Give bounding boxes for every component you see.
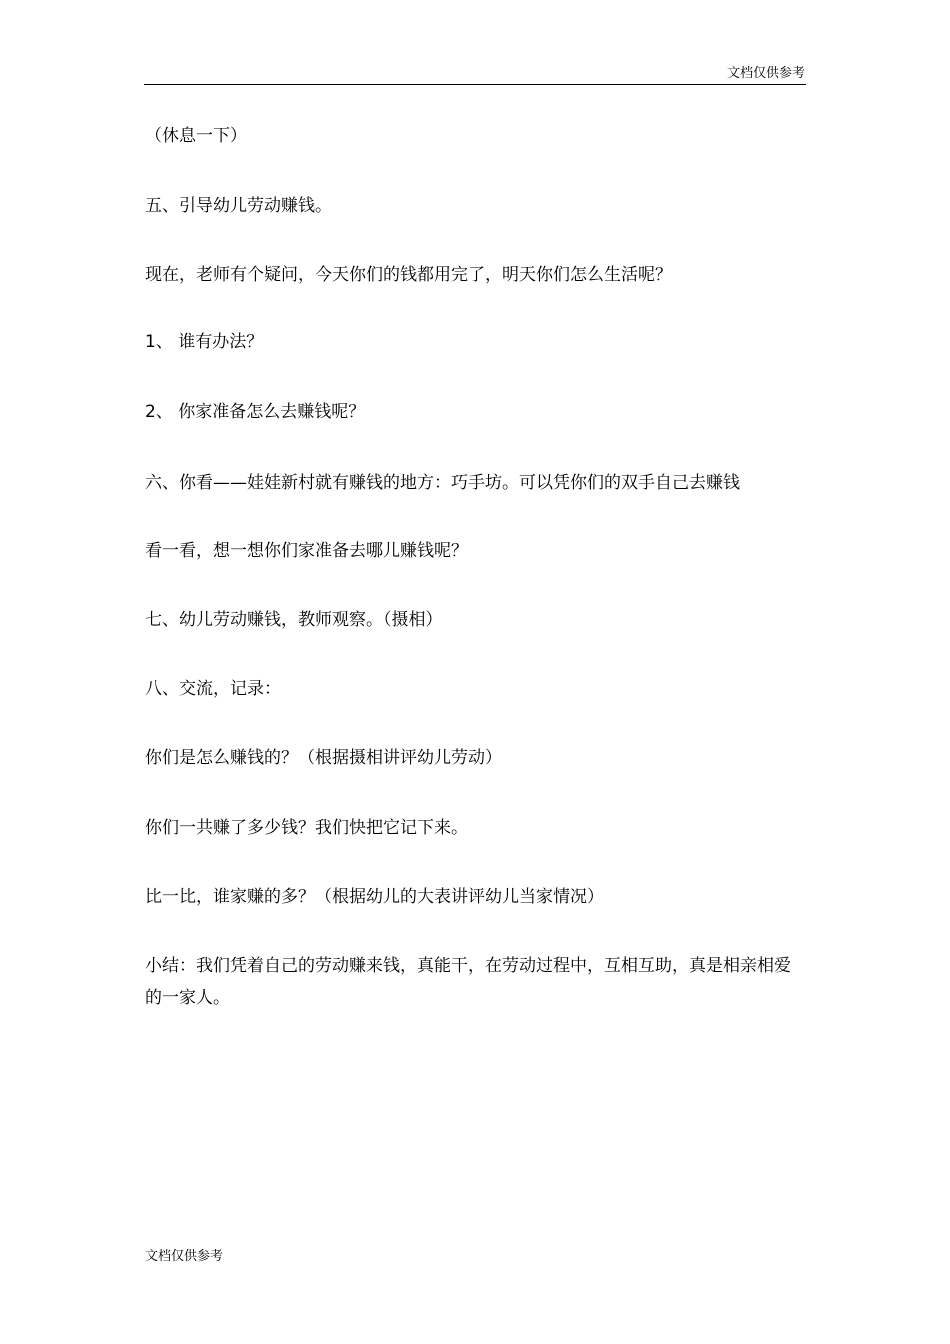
paragraph-section-8: 八、交流，记录： <box>145 679 281 699</box>
header-label: 文档仅供参考 <box>726 66 805 81</box>
footer-label: 文档仅供参考 <box>145 1249 224 1264</box>
paragraph-summary: 小结：我们凭着自己的劳动赚来钱，真能干，在劳动过程中，互相互助，真是相亲相爱的一家人。 <box>145 956 791 1008</box>
paragraph-look: 看一看，想一想你们家准备去哪儿赚钱呢？ <box>145 541 468 561</box>
paragraph-rest: （休息一下） <box>145 126 247 146</box>
paragraph-how-earn: 你们是怎么赚钱的？（根据摄相讲评幼儿劳动） <box>145 748 502 768</box>
paragraph-compare: 比一比，谁家赚的多？（根据幼儿的大表讲评幼儿当家情况） <box>145 887 604 907</box>
header-divider <box>144 84 806 85</box>
paragraph-section-7: 七、幼儿劳动赚钱，教师观察。（摄相） <box>145 610 443 630</box>
paragraph-question: 现在，老师有个疑问，今天你们的钱都用完了，明天你们怎么生活呢？ <box>145 265 672 285</box>
paragraph-item-1: 1、 谁有办法？ <box>145 332 264 352</box>
paragraph-section-5: 五、引导幼儿劳动赚钱。 <box>145 196 332 216</box>
paragraph-section-6: 六、你看——娃娃新村就有赚钱的地方：巧手坊。可以凭你们的双手自己去赚钱 <box>145 473 740 493</box>
paragraph-how-much: 你们一共赚了多少钱？我们快把它记下来。 <box>145 818 468 838</box>
paragraph-item-2: 2、 你家准备怎么去赚钱呢？ <box>145 402 366 422</box>
